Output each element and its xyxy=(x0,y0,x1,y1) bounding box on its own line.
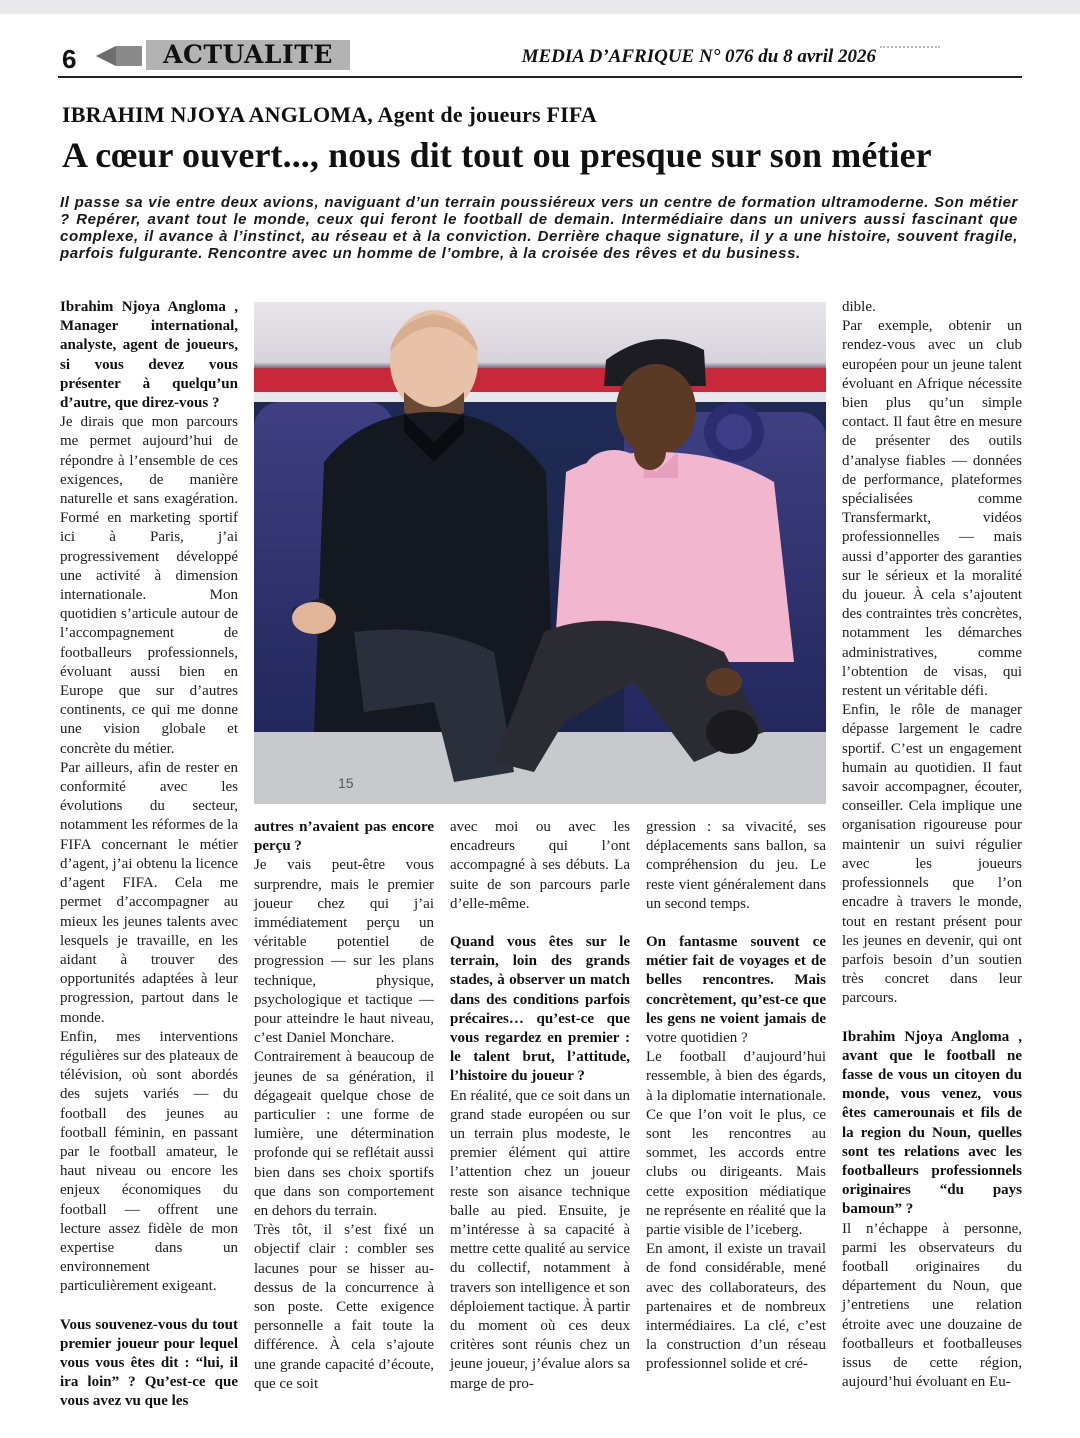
column-2 xyxy=(254,818,434,1394)
top-strip xyxy=(0,0,1080,14)
section-label: ACTUALITE xyxy=(163,40,333,69)
page-number: 6 xyxy=(62,44,77,74)
seat-number: 15 xyxy=(338,775,354,791)
answer-paragraph: Contrairement à beaucoup de jeunes de sa génération, il dégageait quelque chose de particulier : une forme de lumière, une détermination profonde qui se reflétait aussi bien dans ses choix sportifs que dans son comportement en dehors du terrain. xyxy=(254,1049,434,1220)
answer-paragraph: Par ailleurs, afin de rester en conformité avec les évolutions du secteur, notamment les réformes de la FIFA concernant le métier d’agent, j’ai obtenu la licence d’agent FIFA. Cela me permet d’accompagner au mieux les jeunes talents avec lesquels je travaille, en les aidant à trouver des opportunités adaptées à leur progression, partout dans le monde. xyxy=(60,759,238,1026)
answer-paragraph: Il n’échappe à personne, parmi les observateurs du football originaires du département du Noun, que j’entretiens une relation étroite avec une douzaine de footballeurs et footballeuses issus de cette région, aujourd’hui évoluant en Eu- xyxy=(842,1220,1022,1391)
question-3: Quand vous êtes sur le terrain, loin des grands stades, à observer un match dans des conditions parfois précaires… qu’est-ce que vous regardez en premier : le talent brut, l’attitude, l’histoire du joueur ? xyxy=(450,934,630,1085)
column-3 xyxy=(450,818,630,1394)
question-4-rest: votre quotidien ? xyxy=(646,1030,748,1047)
two-men-seated-in-stadium-photo xyxy=(254,302,826,804)
answer-paragraph: Par exemple, obtenir un rendez-vous avec un club européen pour un jeune talent évoluant en Afrique nécessite bien plus qu’un simple contact. Il faut être en mesure de présenter des outils d’analyse fiables — données de performance, plateformes spécialisées comme Transfermarkt, vidéos professionnelles — mais aussi d’apporter des garanties sur le sérieux et la moralité du joueur. À cela s’ajoutent des contraintes très concrètes, notamment les démarches administratives, comme l’obtention de visas, qui restent un véritable défi. xyxy=(842,318,1022,700)
answer-paragraph: Je vais peut-être vous surprendre, mais le premier joueur chez qui j’ai immédiatement perçu un véritable potentiel de progression — sur les plans technique, physique, psychologique et tactique — pour atteindre le haut niveau, c’est Daniel Monchare. xyxy=(254,857,434,1047)
arrow-icon xyxy=(94,44,144,68)
answer-paragraph: gression : sa vivacité, ses déplacements sans ballon, sa compréhension du jeu. Le reste vient généralement dans un second temps. xyxy=(646,819,826,912)
answer-paragraph: Enfin, mes interventions régulières sur des plateaux de télévision, où sont abordés des sujets variés — du football des jeunes au football féminin, en passant par le football amateur, le haut niveau ou encore les enjeux économiques du football — offrent une lecture assez fidèle de mon expertise dans un environnement particulièrement exigeant. xyxy=(60,1028,238,1295)
answer-paragraph: avec moi ou avec les encadreurs qui l’ont accompagné à ses débuts. La suite de son parcours parle d’elle-même. xyxy=(450,819,630,912)
answer-paragraph: En amont, il existe un travail de fond considérable, mené avec des collaborateurs, des partenaires et de nombreux intermédiaires. La clé, c’est la construction d’un réseau professionnel solide et cré- xyxy=(646,1241,826,1373)
answer-paragraph: Très tôt, il s’est fixé un objectif clair : combler ses lacunes pour se hisser au-dessus de la concurrence à son poste. Cette exigence personnelle a fait toute la différence. À cela s’ajoute une grande capacité d’écoute, que ce soit xyxy=(254,1222,434,1392)
question-1: Ibrahim Njoya Angloma , Manager international, analyste, agent de joueurs, si vous devez vous présenter à quelqu’un d’autre, que direz-vous ? xyxy=(60,299,238,412)
answer-paragraph: En réalité, que ce soit dans un grand stade européen ou sur un terrain plus modeste, le premier élément qui attire l’attention chez un joueur reste son aisance technique balle au pied. Ensuite, je m’intéresse à sa capacité à mettre cette qualité au service du collectif, notamment à travers son intelligence et son déploiement tactique. À partir du moment où ces deux critères sont réunis chez un jeune joueur, j’évalue alors sa marge de pro- xyxy=(450,1087,630,1392)
question-4-bold: On fantasme souvent ce métier fait de voyages et de belles rencontres. Mais concrètement, qu’est-ce que les gens ne voient jamais de xyxy=(646,934,826,1027)
answer-paragraph: Le football d’aujourd’hui ressemble, à bien des égards, à la diplomatie internationale. Ce que l’on voit le plus, ce sont les rencontres au sommet, les accords entre clubs ou dirigeants. Mais cette exposition médiatique ne représente en réalité que la partie visible de l’iceberg. xyxy=(646,1049,826,1239)
answer-paragraph: Je dirais que mon parcours me permet aujourd’hui de répondre à l’ensemble de ces exigences, de manière naturelle et sans exagération. Formé en marketing sportif ici à Paris, j’ai progressivement développé une activité à dimension internationale. Mon quotidien s’articule autour de l’accompagnement de footballeurs professionnels, évoluant aussi bien en Europe que sur d’autres continents, ce qui me donne une vision globale et concrète du métier. xyxy=(60,414,238,757)
question-4 xyxy=(646,933,826,1048)
section-banner xyxy=(146,40,350,70)
question-2-end: autres n’avaient pas encore perçu ? xyxy=(254,819,434,855)
issue-dots xyxy=(880,46,940,50)
article-headline: A cœur ouvert..., nous dit tout ou presque sur son métier xyxy=(62,135,932,175)
column-5 xyxy=(842,298,1022,1392)
question-2: Vous souvenez-vous du tout premier joueur pour lequel vous vous êtes dit : “lui, il ira loin” ? Qu’est-ce que vous avez vu que les xyxy=(60,1316,238,1410)
question-5: Ibrahim Njoya Angloma , avant que le football ne fasse de vous un citoyen du monde, vous venez, vous êtes camerounais et fils de la region du Noun, quelles sont tes relations avec les footballeurs professionnels originaires “du pays bamoun” ? xyxy=(842,1028,1022,1218)
column-1 xyxy=(60,298,238,1412)
article-kicker: IBRAHIM NJOYA ANGLOMA, Agent de joueurs FIFA xyxy=(62,102,597,127)
answer-paragraph: dible. xyxy=(842,299,876,315)
issue-line: MEDIA D’AFRIQUE N° 076 du 8 avril 2026 xyxy=(521,46,876,67)
answer-paragraph: Enfin, le rôle de manager dépasse largement le cadre sportif. C’est un engagement humain au quotidien. Il faut savoir accompagner, écouter, conseiller. Cela implique une organisation rigoureuse pour maintenir un suivi régulier avec les joueurs professionnels que l’on encadre à travers le monde, tout en restant présent pour les jeunes en devenir, qui ont parfois besoin d’un soutien très concret dans leur parcours. xyxy=(842,702,1022,1007)
column-4 xyxy=(646,818,826,1375)
article-chapeau: Il passe sa vie entre deux avions, naviguant d’un terrain poussiéreux vers un centre de formation ultramoderne. Son métier ? Repérer, avant tout le monde, ceux qui feront le football de demain. Intermédiaire dans un univers aussi fascinant que complexe, il avance à l’instinct, au réseau et à la conviction. Derrière chaque signature, il y a une histoire, souvent fragile, parfois fulgurante. Rencontre avec un homme de l’ombre, à la croisée des rêves et du business. xyxy=(60,194,1018,262)
header-rule xyxy=(58,76,1022,78)
article-photo xyxy=(254,302,826,804)
